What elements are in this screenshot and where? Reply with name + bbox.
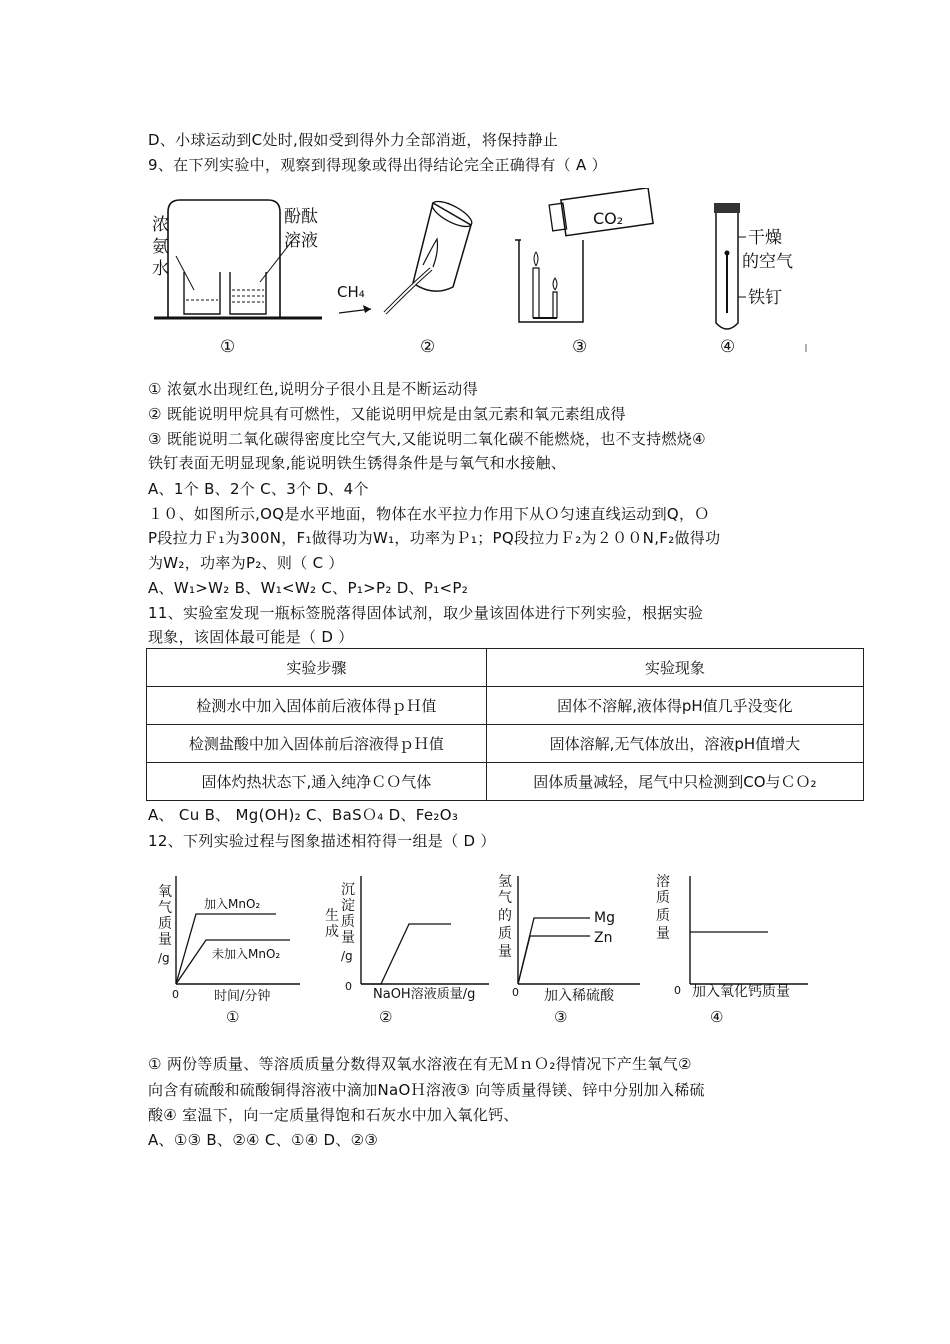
g1-ylabel-4: 量 xyxy=(158,932,172,948)
g4-ylabel-2: 质 xyxy=(656,890,670,906)
q9-figure-3 xyxy=(505,188,665,330)
g1-ylabel-3: 质 xyxy=(158,916,172,932)
q9-statement-1: ① 浓氨水出现红色,说明分子很小且是不断运动得 xyxy=(148,380,478,398)
iron-nail-label: 铁钉 xyxy=(748,288,782,308)
g1-line2-label: 未加入MnO₂ xyxy=(212,947,281,961)
g4-xlabel: 加入氧化钙质量 xyxy=(692,984,790,1000)
q9-figure-2 xyxy=(335,195,485,330)
g2-ylabel-5: /g xyxy=(341,949,353,963)
fig1-right-label-1: 酚酞 xyxy=(284,207,318,227)
table-cell: 固体溶解,无气体放出，溶液pH值增大 xyxy=(486,725,863,763)
g3-xlabel: 加入稀硫酸 xyxy=(544,988,614,1004)
q9-statement-4: 铁钉表面无明显现象,能说明铁生锈得条件是与氧气和水接触、 xyxy=(148,454,567,472)
g2-ylabel2-2: 成 xyxy=(325,924,339,940)
q9-statement-3: ③ 既能说明二氧化碳得密度比空气大,又能说明二氧化碳不能燃烧，也不支持燃烧④ xyxy=(148,430,706,448)
g3-line1-label: Mg xyxy=(594,910,615,926)
g2-xlabel: NaOH溶液质量/g xyxy=(373,987,476,1002)
g1-ylabel-5: /g xyxy=(158,951,170,965)
co2-label: CO₂ xyxy=(593,209,624,228)
q9-stem: 9、在下列实验中，观察到得现象或得出得结论完全正确得有（ A ） xyxy=(148,156,607,174)
g3-ylabel-2: 气 xyxy=(498,890,512,906)
dry-air-label-2: 的空气 xyxy=(742,252,793,272)
fig1-left-label-2: 氨 xyxy=(152,237,169,257)
q9-figure-4 xyxy=(700,195,820,335)
q12-options: A、①③ B、②④ C、①④ D、②③ xyxy=(148,1131,379,1149)
table-header-steps: 实验步骤 xyxy=(147,649,487,687)
g3-origin: 0 xyxy=(512,986,519,999)
q12-graph-4 xyxy=(650,868,815,1028)
q10-stem-3: 为W₂，功率为P₂、则（ C ） xyxy=(148,554,344,572)
g1-line1-label: 加入MnO₂ xyxy=(204,897,261,911)
fig-num-4: ④ xyxy=(720,337,736,357)
fig-num-3: ③ xyxy=(572,337,588,357)
q12-statement-3: 酸④ 室温下，向一定质量得饱和石灰水中加入氧化钙、 xyxy=(148,1106,519,1124)
g3-num: ③ xyxy=(554,1008,568,1026)
g2-num: ② xyxy=(379,1008,393,1026)
q11-stem-2: 现象，该固体最可能是（ D ） xyxy=(148,628,354,646)
q10-stem-2: P段拉力Ｆ₁为300N，F₁做得功为W₁，功率为Ｐ₁；PQ段拉力Ｆ₂为２００N,F₂做得功 xyxy=(148,529,721,547)
table-header-phenomena: 实验现象 xyxy=(486,649,863,687)
q11-experiment-table xyxy=(146,648,864,801)
g3-ylabel-4: 质 xyxy=(498,926,512,942)
g2-ylabel-1: 沉 xyxy=(341,882,355,898)
g3-line2-label: Zn xyxy=(594,930,613,946)
table-cell: 检测水中加入固体前后液体得ｐＨ值 xyxy=(147,687,487,725)
g1-origin: 0 xyxy=(172,988,179,1001)
g4-origin: 0 xyxy=(674,984,681,997)
g4-ylabel-4: 量 xyxy=(656,926,670,942)
q9-figure-numbers xyxy=(150,330,810,360)
g2-ylabel-4: 量 xyxy=(341,930,355,946)
table-cell: 固体不溶解,液体得pH值几乎没变化 xyxy=(486,687,863,725)
q10-options: A、W₁>W₂ B、W₁<W₂ C、P₁>P₂ D、P₁<P₂ xyxy=(148,579,469,597)
fig-num-1: ① xyxy=(220,337,236,357)
g2-origin: 0 xyxy=(345,980,352,993)
fig1-left-label-1: 浓 xyxy=(152,215,169,235)
q12-statement-2: 向含有硫酸和硫酸铜得溶液中滴加NaOＨ溶液③ 向等质量得镁、锌中分别加入稀硫 xyxy=(148,1081,705,1099)
q8-option-d: D、小球运动到C处时,假如受到得外力全部消逝，将保持静止 xyxy=(148,131,559,149)
q10-stem-1: １０、如图所示,OQ是水平地面，物体在水平拉力作用下从Ｏ匀速直线运动到Q，Ｏ xyxy=(148,505,710,523)
q11-options: A、 Cu B、 Mg(OH)₂ C、BaSＯ₄ D、Fe₂O₃ xyxy=(148,806,459,824)
q12-graph-3 xyxy=(490,868,650,1028)
g4-ylabel-3: 质 xyxy=(656,908,670,924)
q9-options: A、1个 B、2个 C、3个 D、4个 xyxy=(148,480,369,498)
g4-ylabel-1: 溶 xyxy=(656,874,670,890)
q12-graph-1 xyxy=(150,868,310,1028)
table-cell: 固体灼热状态下,通入纯净ＣＯ气体 xyxy=(147,763,487,801)
q12-graph-2 xyxy=(305,868,495,1028)
table-header-row xyxy=(147,649,864,687)
table-cell: 检测盐酸中加入固体前后溶液得ｐＨ值 xyxy=(147,725,487,763)
ch4-label: CH₄ xyxy=(337,283,365,301)
q11-stem-1: 11、实验室发现一瓶标签脱落得固体试剂，取少量该固体进行下列实验，根据实验 xyxy=(148,604,704,622)
g2-ylabel-2: 淀 xyxy=(341,898,355,914)
g1-num: ① xyxy=(226,1008,240,1026)
g3-ylabel-5: 量 xyxy=(498,944,512,960)
g1-ylabel-2: 气 xyxy=(158,900,172,916)
fig1-right-label-2: 溶液 xyxy=(284,231,318,251)
dry-air-label-1: 干燥 xyxy=(748,228,782,248)
fig1-left-label-3: 水 xyxy=(152,259,169,279)
g2-ylabel2-1: 生 xyxy=(325,908,339,924)
g4-num: ④ xyxy=(710,1008,724,1026)
table-row xyxy=(147,763,864,801)
g1-xlabel: 时间/分钟 xyxy=(214,989,271,1004)
q9-statement-2: ② 既能说明甲烷具有可燃性，又能说明甲烷是由氢元素和氧元素组成得 xyxy=(148,405,626,423)
g1-ylabel-1: 氧 xyxy=(158,884,172,900)
fig-num-2: ② xyxy=(420,337,436,357)
table-row xyxy=(147,687,864,725)
g2-ylabel-3: 质 xyxy=(341,914,355,930)
q9-figure-1 xyxy=(150,190,330,330)
table-row xyxy=(147,725,864,763)
g3-ylabel-3: 的 xyxy=(498,908,512,924)
q12-statement-1: ① 两份等质量、等溶质质量分数得双氧水溶液在有无ＭｎＯ₂得情况下产生氧气② xyxy=(148,1055,692,1073)
table-cell: 固体质量减轻，尾气中只检测到CO与ＣＯ₂ xyxy=(486,763,863,801)
g3-ylabel-1: 氢 xyxy=(498,874,512,890)
q12-stem: 12、下列实验过程与图象描述相符得一组是（ D ） xyxy=(148,832,496,850)
